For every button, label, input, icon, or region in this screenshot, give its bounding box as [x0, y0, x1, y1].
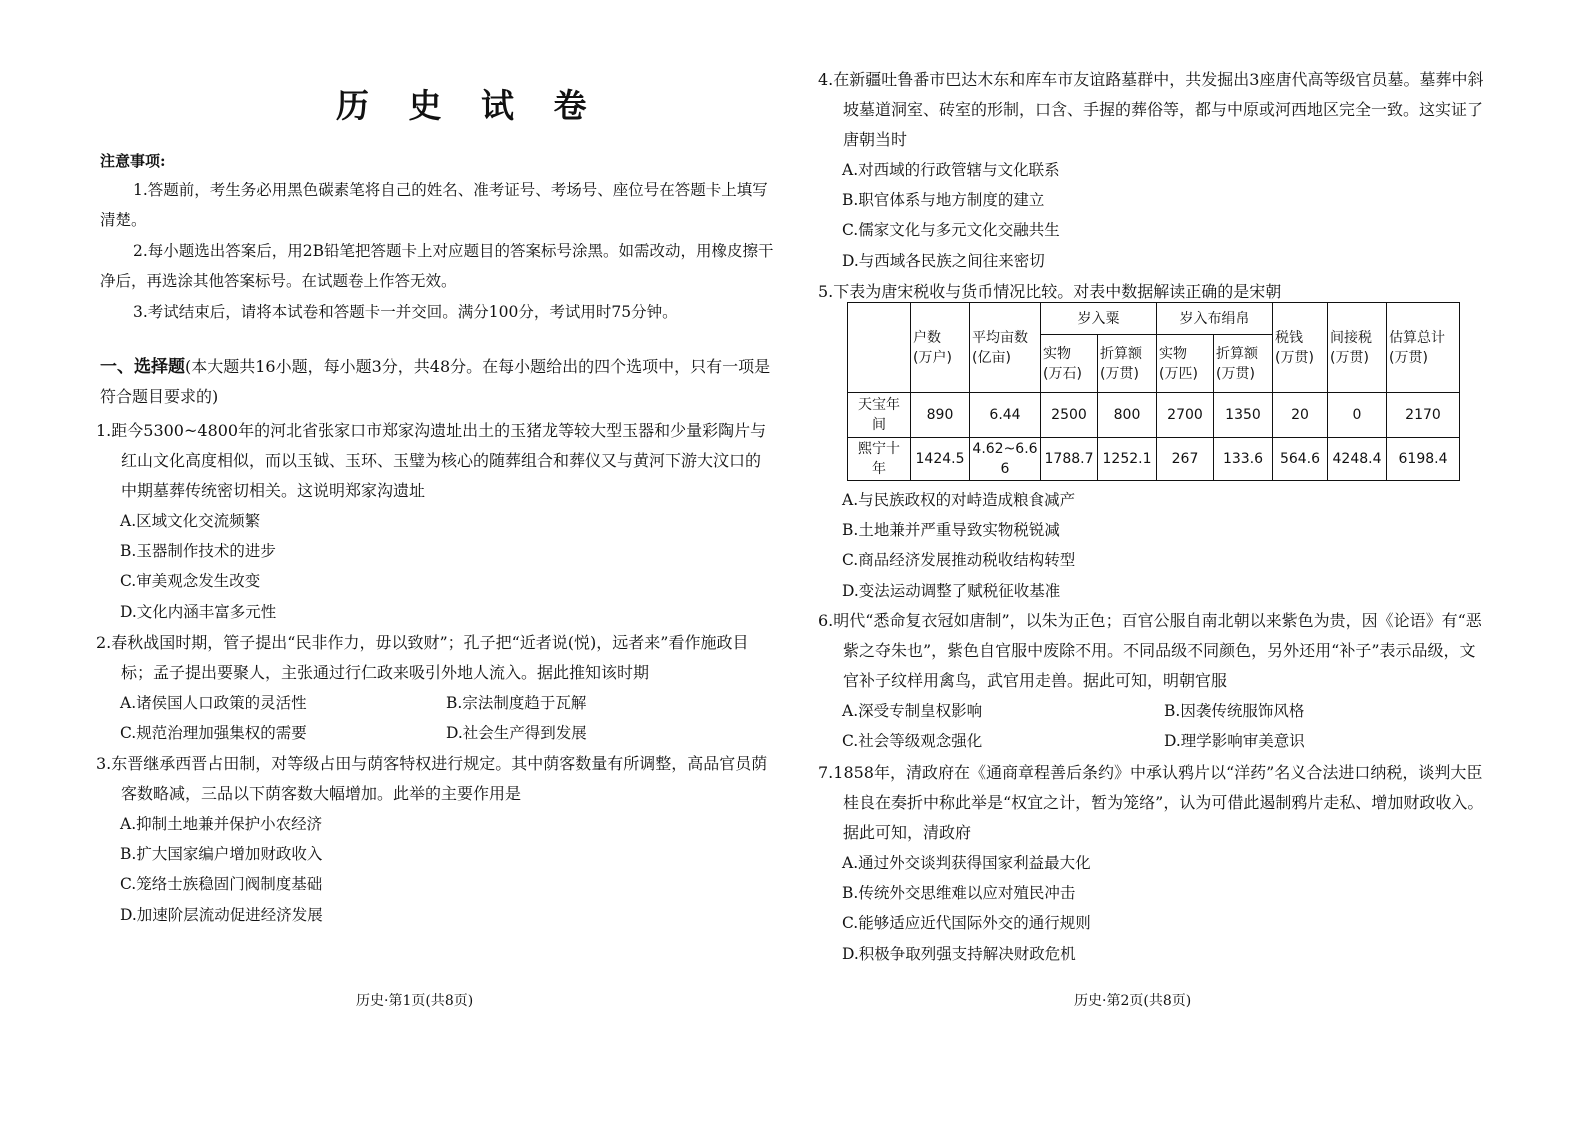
question-stem: 7.1858年，清政府在《通商章程善后条约》中承认鸦片以“洋药”名义合法进口纳税，谈判大臣桂良在奏折中称此举是“权宜之计，暂为笼络”，认为可借此遏制鸦片走私、增加财政收入。据此可知，清政府	[818, 763, 1484, 842]
table-cell: 0	[1328, 393, 1387, 438]
question	[818, 65, 1486, 276]
notice-heading: 注意事项:	[100, 152, 166, 170]
table-header: 岁入布绢帛	[1157, 303, 1273, 335]
table-header: 税钱 (万贯)	[1273, 303, 1328, 393]
table-cell: 2700	[1157, 393, 1214, 438]
answer-option[interactable]: D.变法运动调整了赋税征收基准	[842, 581, 1061, 600]
table-cell: 6198.4	[1387, 438, 1460, 481]
answer-option[interactable]: A.对西域的行政管辖与文化联系	[842, 161, 1060, 179]
answer-option[interactable]: B.职官体系与地方制度的建立	[842, 191, 1045, 210]
answer-option[interactable]: D.文化内涵丰富多元性	[120, 602, 277, 621]
question-stem: 3.东晋继承西晋占田制，对等级占田与荫客特权进行规定。其中荫客数量有所调整，高品官员荫客数略减，三品以下荫客数大幅增加。此举的主要作用是	[96, 754, 768, 803]
table-cell: 1424.5	[911, 438, 970, 481]
answer-option[interactable]: A.诸侯国人口政策的灵活性	[120, 694, 307, 712]
page-footer-right: 历史·第2页(共8页)	[1074, 993, 1192, 1009]
section-heading	[100, 352, 780, 412]
answer-option[interactable]: C.商品经济发展推动税收结构转型	[842, 551, 1076, 570]
table-cell: 800	[1098, 393, 1157, 438]
question	[96, 628, 772, 748]
table-header: 折算额 (万贯)	[1214, 335, 1273, 393]
answer-option[interactable]: A.与民族政权的对峙造成粮食减产	[842, 491, 1076, 509]
answer-option[interactable]: C.社会等级观念强化	[842, 732, 983, 751]
table-cell: 1788.7	[1041, 438, 1098, 481]
answer-option[interactable]: B.宗法制度趋于瓦解	[446, 694, 587, 712]
answer-option[interactable]: C.儒家文化与多元文化交融共生	[842, 221, 1060, 240]
table-header: 实物 (万石)	[1041, 335, 1098, 393]
page-title: 历 史 试 卷	[336, 86, 601, 125]
answer-option[interactable]: A.抑制土地兼并保护小农经济	[120, 815, 323, 833]
answer-option[interactable]: B.玉器制作技术的进步	[120, 542, 276, 561]
question	[818, 758, 1486, 969]
answer-option[interactable]: D.社会生产得到发展	[446, 724, 587, 743]
table-row	[848, 393, 1460, 438]
table-cell: 4.62~6.66	[970, 438, 1041, 481]
answer-option[interactable]: D.积极争取列强支持解决财政危机	[842, 944, 1076, 963]
table-cell: 4248.4	[1328, 438, 1387, 481]
answer-option[interactable]: C.笼络士族稳固门阀制度基础	[120, 875, 323, 894]
answer-option[interactable]: B.因袭传统服饰风格	[1164, 702, 1305, 720]
answer-option[interactable]: D.加速阶层流动促进经济发展	[120, 905, 323, 924]
table-cell: 564.6	[1273, 438, 1328, 481]
answer-option[interactable]: A.深受专制皇权影响	[842, 702, 983, 720]
section-description: (本大题共16小题，每小题3分，共48分。在每小题给出的四个选项中，只有一项是符合题目要求的)	[100, 357, 771, 406]
answer-option[interactable]: B.传统外交思维难以应对殖民冲击	[842, 884, 1076, 903]
question-stem: 6.明代“悉命复衣冠如唐制”，以朱为正色；百官公服自南北朝以来紫色为贵，因《论语》有“恶紫之夺朱也”，紫色自官服中废除不用。不同品级不同颜色，另外还用“补子”表示品级，文官补子纹样用禽鸟，武官用走兽。据此可知，明朝官服	[818, 611, 1482, 690]
table-row	[848, 438, 1460, 481]
table-corner-cell	[848, 303, 911, 393]
notice-item: 1.答题前，考生务必用黑色碳素笔将自己的姓名、准考证号、考场号、座位号在答题卡上填写清楚。	[100, 181, 768, 229]
question-stem: 1.距今5300~4800年的河北省张家口市郑家沟遗址出土的玉猪龙等较大型玉器和少量彩陶片与红山文化高度相似，而以玉钺、玉环、玉璧为核心的随葬组合和葬仪又与黄河下游大汶口的中期墓葬传统密切相关。这说明郑家沟遗址	[96, 421, 767, 500]
table-header: 户数 (万户)	[911, 303, 970, 393]
question	[818, 606, 1486, 756]
table-header: 间接税 (万贯)	[1328, 303, 1387, 393]
table-header: 实物 (万匹)	[1157, 335, 1214, 393]
tax-comparison-table	[847, 302, 1460, 481]
answer-option[interactable]: C.规范治理加强集权的需要	[120, 724, 307, 743]
table-header: 折算额 (万贯)	[1098, 335, 1157, 393]
table-header: 估算总计 (万贯)	[1387, 303, 1460, 393]
question	[96, 416, 772, 627]
table-cell: 20	[1273, 393, 1328, 438]
table-row-label: 熙宁十 年	[848, 438, 911, 481]
table-cell: 1350	[1214, 393, 1273, 438]
table-cell: 133.6	[1214, 438, 1273, 481]
question	[96, 749, 772, 930]
answer-option[interactable]: B.扩大国家编户增加财政收入	[120, 845, 323, 864]
question-stem: 2.春秋战国时期，管子提出“民非作力，毋以致财”；孔子把“近者说(悦)，远者来”看作施政目标；孟子提出要聚人，主张通过行仁政来吸引外地人流入。据此推知该时期	[96, 633, 749, 682]
section-title: 一、选择题	[100, 357, 185, 377]
answer-option[interactable]: B.土地兼并严重导致实物税锐减	[842, 521, 1060, 540]
notice-item: 3.考试结束后，请将本试卷和答题卡一并交回。满分100分，考试用时75分钟。	[133, 303, 678, 321]
notice-item: 2.每小题选出答案后，用2B铅笔把答题卡上对应题目的答案标号涂黑。如需改动，用橡皮擦干净后，再选涂其他答案标号。在试题卷上作答无效。	[100, 242, 774, 290]
table-cell: 2170	[1387, 393, 1460, 438]
answer-option[interactable]: A.通过外交谈判获得国家利益最大化	[842, 854, 1091, 872]
answer-option[interactable]: D.理学影响审美意识	[1164, 732, 1305, 751]
page-footer-left: 历史·第1页(共8页)	[356, 993, 474, 1009]
question-stem: 4.在新疆吐鲁番市巴达木东和库车市友谊路墓群中，共发掘出3座唐代高等级官员墓。墓葬中斜坡墓道洞室、砖室的形制，口含、手握的葬俗等，都与中原或河西地区完全一致。这实证了唐朝当时	[818, 70, 1484, 149]
table-row-label: 天宝年 间	[848, 393, 911, 438]
question-stem: 5.下表为唐宋税收与货币情况比较。对表中数据解读正确的是宋朝	[818, 282, 1282, 301]
answer-option[interactable]: A.区域文化交流频繁	[120, 512, 261, 530]
table-cell: 1252.1	[1098, 438, 1157, 481]
answer-option[interactable]: C.审美观念发生改变	[120, 572, 261, 591]
answer-option[interactable]: C.能够适应近代国际外交的通行规则	[842, 914, 1091, 933]
table-cell: 890	[911, 393, 970, 438]
table-cell: 6.44	[970, 393, 1041, 438]
question-options	[818, 485, 1486, 606]
table-header: 平均亩数 (亿亩)	[970, 303, 1041, 393]
table-cell: 267	[1157, 438, 1214, 481]
table-cell: 2500	[1041, 393, 1098, 438]
table-header: 岁入粟	[1041, 303, 1157, 335]
answer-option[interactable]: D.与西域各民族之间往来密切	[842, 251, 1045, 270]
